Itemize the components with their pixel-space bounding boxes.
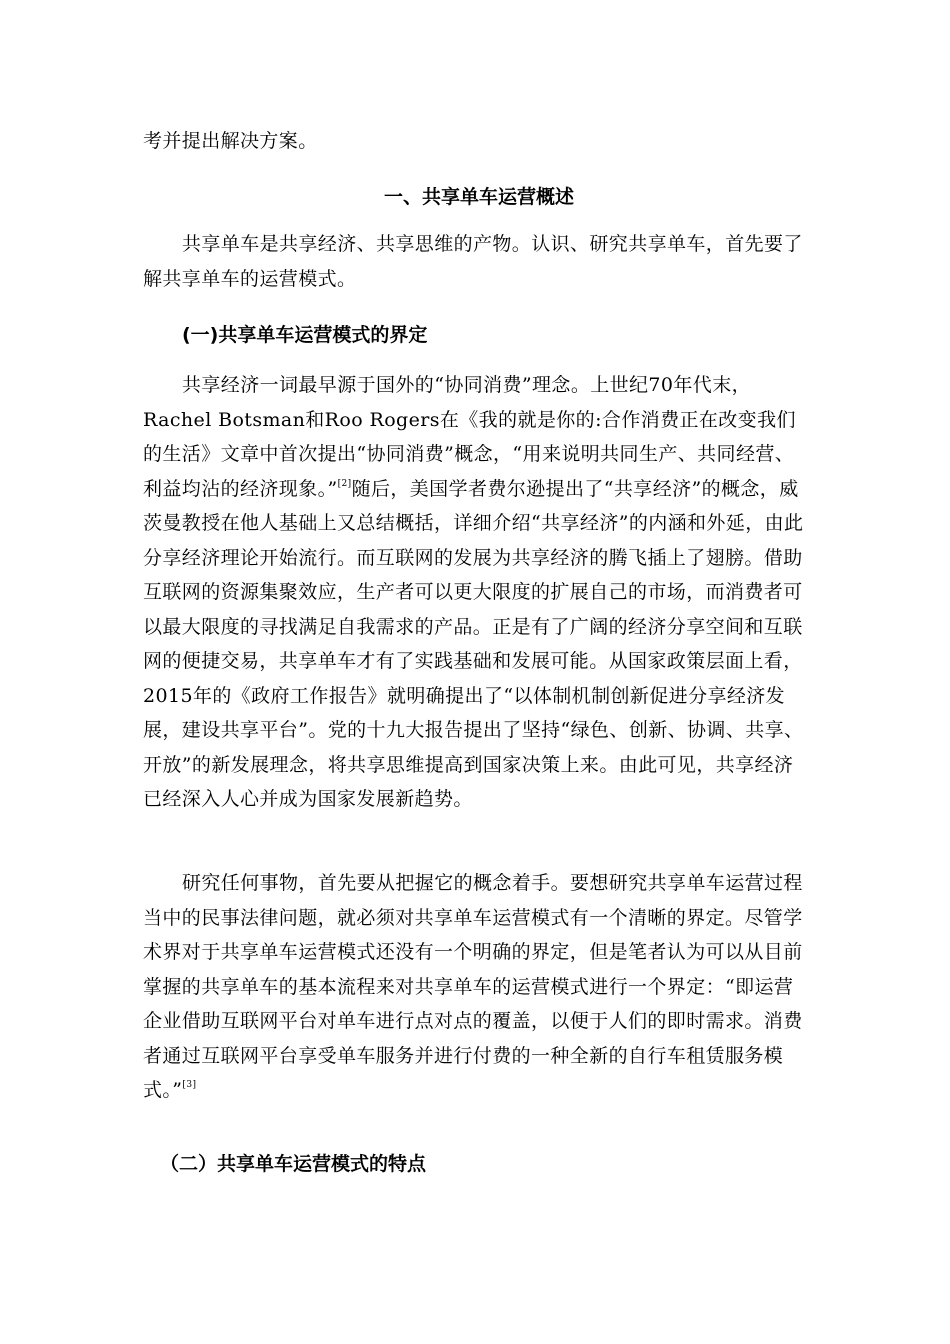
section-title: 一、共享单车运营概述 xyxy=(384,186,575,208)
continuation-text: 考并提出解决方案。 xyxy=(143,130,318,152)
body-paragraph-2 xyxy=(143,866,807,1108)
paragraph-text: 随后，美国学者费尔逊提出了“共享经济”的概念，威茨曼教授在他人基础上又总结概括，详细介绍“共享经济”的内涵和外延，由此分享经济理论开始流行。而互联网的发展为共享经济的腾飞插上了翅膀。借助互联网的资源集聚效应，生产者可以更大限度的扩展自己的市场，而消费者可以最大限度的寻找满足自我需求的产品。正是有了广阔的经济分享空间和互联网的便捷交易，共享单车才有了实践基础和发展可能。从国家政策层面上看，2015年的《政府工作报告》就明确提出了“以体制机制创新促进分享经济发展，建设共享平台”。党的十九大报告提出了坚持“绿色、创新、协调、共享、开放”的新发展理念，将共享思维提高到国家决策上来。由此可见，共享经济已经深入人心并成为国家发展新趋势。 xyxy=(143,477,804,810)
paragraph-text: 研究任何事物，首先要从把握它的概念着手。要想研究共享单车运营过程当中的民事法律问题，就必须对共享单车运营模式有一个清晰的界定。尽管学术界对于共享单车运营模式还没有一个明确的界定，但是笔者认为可以从目前掌握的共享单车的基本流程来对共享单车的运营模式进行一个界定：“即运营企业借助互联网平台对单车进行点对点的覆盖，以便于人们的即时需求。消费者通过互联网平台享受单车服务并进行付费的一种全新的自行车租赁服务模式。” xyxy=(143,872,803,1101)
citation-ref: [3] xyxy=(182,1080,197,1090)
body-paragraph-1 xyxy=(143,368,807,817)
citation-ref: [2] xyxy=(337,478,352,489)
paragraph-text: 共享经济一词最早源于国外的“协同消费”理念。上世纪70年代末，Rachel Botsman和Roo Rogers在《我的就是你的:合作消费正在改变我们的生活》文章中首次提出“协同消费”概念，“用来说明共同生产、共同经营、利益均沾的经济现象。” xyxy=(143,374,796,500)
subsection-title-1: (一)共享单车运营模式的界定 xyxy=(182,324,428,346)
intro-paragraph: 共享单车是共享经济、共享思维的产物。认识、研究共享单车，首先要了解共享单车的运营模式。 xyxy=(143,233,803,290)
subsection-title-2: （二）共享单车运营模式的特点 xyxy=(160,1153,427,1175)
